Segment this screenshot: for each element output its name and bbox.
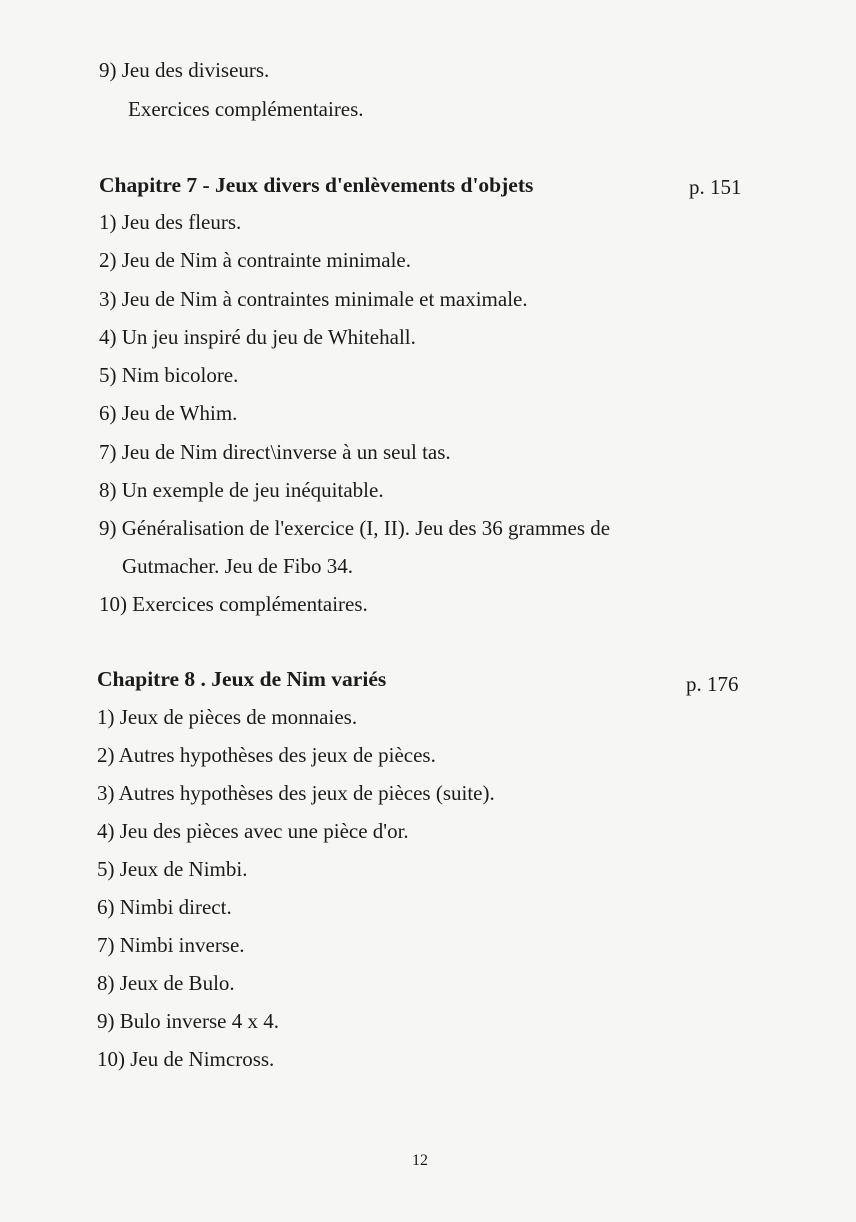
page-number: 12 xyxy=(412,1152,428,1169)
toc-item: 10) Jeu de Nimcross. xyxy=(97,1047,275,1071)
toc-item: 6) Jeu de Whim. xyxy=(99,401,238,425)
toc-item: 5) Nim bicolore. xyxy=(99,363,239,387)
chapter-7-page-ref: p. 151 xyxy=(689,175,742,199)
toc-item: 7) Nimbi inverse. xyxy=(97,933,245,957)
toc-item: 9) Bulo inverse 4 x 4. xyxy=(97,1009,279,1033)
toc-item: 1) Jeux de pièces de monnaies. xyxy=(97,705,358,729)
chapter-7-title: Chapitre 7 - Jeux divers d'enlèvements d'objets xyxy=(99,173,534,197)
toc-item: 3) Jeu de Nim à contraintes minimale et maximale. xyxy=(99,287,528,311)
toc-item: 2) Jeu de Nim à contrainte minimale. xyxy=(99,248,411,272)
chapter-8-page-ref: p. 176 xyxy=(686,672,739,696)
toc-item: 9) Jeu des diviseurs. xyxy=(99,58,270,82)
toc-item: 1) Jeu des fleurs. xyxy=(99,210,242,234)
toc-item-continuation: Gutmacher. Jeu de Fibo 34. xyxy=(122,554,353,578)
toc-item: 4) Jeu des pièces avec une pièce d'or. xyxy=(97,819,409,843)
toc-item: 8) Jeux de Bulo. xyxy=(97,971,235,995)
toc-item: 5) Jeux de Nimbi. xyxy=(97,857,248,881)
toc-item: 9) Généralisation de l'exercice (I, II). Jeu des 36 grammes de xyxy=(99,516,611,540)
toc-item: 6) Nimbi direct. xyxy=(97,895,232,919)
toc-item: 4) Un jeu inspiré du jeu de Whitehall. xyxy=(99,325,416,349)
toc-item: 2) Autres hypothèses des jeux de pièces. xyxy=(97,743,436,767)
toc-item: 3) Autres hypothèses des jeux de pièces (suite). xyxy=(97,781,495,805)
toc-item: Exercices complémentaires. xyxy=(128,97,364,121)
chapter-8-title: Chapitre 8 . Jeux de Nim variés xyxy=(97,667,387,691)
toc-item: 8) Un exemple de jeu inéquitable. xyxy=(99,478,384,502)
toc-item: 10) Exercices complémentaires. xyxy=(99,592,368,616)
toc-item: 7) Jeu de Nim direct\inverse à un seul tas. xyxy=(99,440,451,464)
